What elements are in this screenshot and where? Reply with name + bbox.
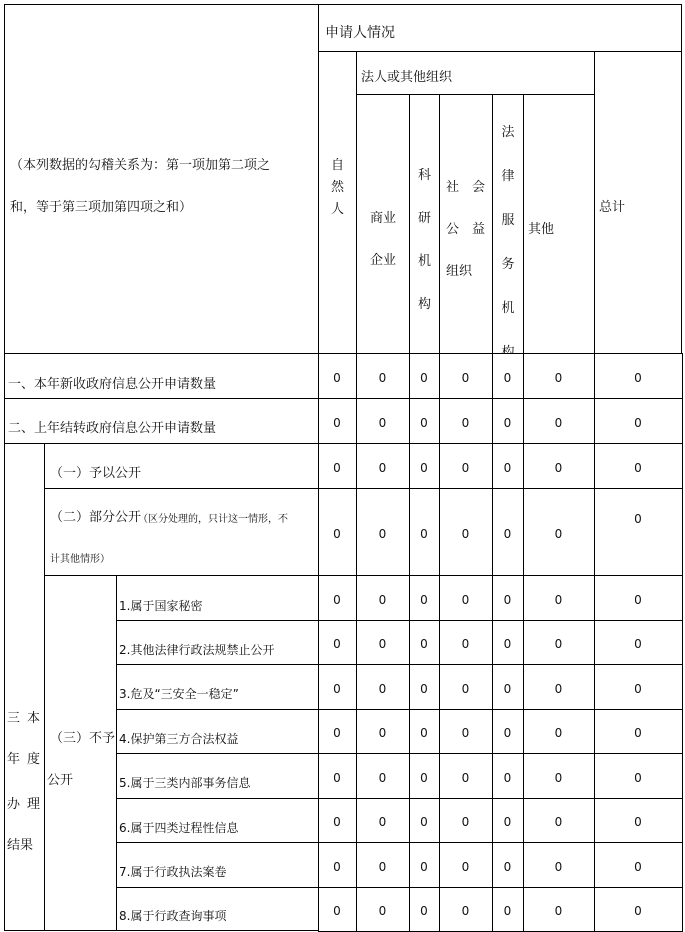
value-number: 0 [503,859,512,874]
value-number: 0 [503,460,512,475]
value-number: 0 [634,770,642,785]
value-cell [594,488,683,576]
value-number: 0 [378,815,387,829]
col-social-line1: 社 会 [446,180,486,195]
row10-label: 6.属于四类过程性信息 [119,821,239,835]
value-number: 0 [634,681,642,696]
value-number: 0 [461,637,470,651]
row6-label: 2.其他法律行政法规禁止公开 [119,643,275,657]
org-group-title: 法人或其他组织 [361,70,453,85]
col-business: 商业 企业 [369,211,396,268]
section3-char-c: 年 [7,752,21,767]
value-number: 0 [378,526,387,541]
value-number: 0 [378,904,387,918]
value-number: 0 [461,815,470,829]
value-number: 0 [333,859,341,874]
value-number: 0 [378,726,387,740]
value-number: 0 [461,592,470,607]
col-legal: 法 律 服 务 机 [501,125,515,316]
value-number: 0 [634,592,642,607]
value-number: 0 [554,526,563,541]
value-number: 0 [420,460,428,475]
sub3-label: （三）不予 [50,731,116,746]
header-note-line1: （本列数据的勾稽关系为：第一项加第二项之 [10,158,271,173]
section3-char-a: 三 [7,711,21,726]
value-number: 0 [420,592,428,607]
value-number: 0 [420,815,428,829]
value-number: 0 [420,526,428,541]
col-natural-person: 自 然 人 [330,158,344,217]
value-number: 0 [554,904,563,918]
value-number: 0 [554,592,563,607]
row8-label: 4.保护第三方合法权益 [119,732,239,746]
value-number: 0 [503,370,512,385]
header-note-cell [4,4,319,354]
sub3-label-cell [44,575,117,931]
value-number: 0 [420,415,428,430]
value-number: 0 [333,460,341,475]
value-number: 0 [461,460,470,475]
value-number: 0 [461,526,470,541]
applicant-title: 申请人情况 [325,25,395,41]
section3-char-b: 本 [27,711,41,726]
col-social-line2: 公 益 [446,222,486,237]
value-number: 0 [420,904,428,918]
value-number: 0 [634,415,642,430]
value-number: 0 [333,726,341,740]
row11-label: 7.属于行政执法案卷 [119,865,227,879]
value-number: 0 [378,370,387,385]
header-note-line2: 和，等于第三项加第四项之和） [10,200,193,215]
value-number: 0 [333,815,341,829]
value-number: 0 [503,726,512,740]
value-number: 0 [554,415,563,430]
row4-label-note-b: 计其他情形） [50,554,110,565]
value-number: 0 [378,637,387,651]
row3-label: （一）予以公开 [50,466,142,481]
section3-char-d: 度 [27,752,41,767]
value-number: 0 [461,859,470,874]
value-number: 0 [333,770,341,785]
value-number: 0 [634,637,642,651]
value-number: 0 [333,526,341,541]
sub3-label-b: 公开 [47,773,74,788]
value-number: 0 [378,681,387,696]
value-number: 0 [634,370,642,385]
value-number: 0 [420,681,428,696]
col-total: 总计 [599,200,626,215]
row2-label: 二、上年结转政府信息公开申请数量 [8,421,217,436]
value-number: 0 [554,637,563,651]
value-number: 0 [634,512,642,526]
row1-label: 一、本年新收政府信息公开申请数量 [8,377,217,392]
value-number: 0 [634,859,642,874]
value-number: 0 [461,770,470,785]
col-research: 科 研 机 构 [417,168,431,312]
value-number: 0 [420,637,428,651]
value-number: 0 [333,904,341,918]
section3-char-g: 结果 [7,838,34,853]
value-number: 0 [554,460,563,475]
col-social-line3: 组织 [446,264,473,279]
value-number: 0 [461,726,470,740]
value-number: 0 [333,370,341,385]
value-number: 0 [554,370,563,385]
value-number: 0 [503,770,512,785]
value-number: 0 [503,681,512,696]
row4-label: （二）部分公开 [50,510,142,525]
value-number: 0 [634,904,642,918]
value-number: 0 [503,637,512,651]
value-number: 0 [634,460,642,475]
value-number: 0 [420,370,428,385]
value-number: 0 [461,370,470,385]
value-number: 0 [503,592,512,607]
value-number: 0 [420,726,428,740]
value-number: 0 [333,637,341,651]
value-number: 0 [378,592,387,607]
section3-char-e: 办 [7,797,21,812]
value-number: 0 [378,859,387,874]
value-number: 0 [503,815,512,829]
value-number: 0 [554,681,563,696]
value-number: 0 [461,415,470,430]
value-number: 0 [503,415,512,430]
row9-label: 5.属于三类内部事务信息 [119,776,251,790]
value-number: 0 [378,460,387,475]
value-number: 0 [333,415,341,430]
value-number: 0 [378,770,387,785]
value-number: 0 [554,859,563,874]
value-number: 0 [634,815,642,829]
value-number: 0 [378,415,387,430]
value-number: 0 [503,904,512,918]
value-number: 0 [420,859,428,874]
value-number: 0 [461,904,470,918]
value-number: 0 [554,726,563,740]
row12-label: 8.属于行政查询事项 [119,909,227,923]
col-other: 其他 [528,222,555,237]
value-number: 0 [333,592,341,607]
value-number: 0 [461,681,470,696]
row7-label: 3.危及“三安全一稳定” [119,687,239,701]
section3-label-cell [4,443,45,931]
row5-label: 1.属于国家秘密 [119,599,203,613]
value-number: 0 [503,526,512,541]
value-number: 0 [333,681,341,696]
section3-char-f: 理 [27,797,41,812]
value-number: 0 [634,726,642,740]
value-number: 0 [420,770,428,785]
value-number: 0 [554,815,563,829]
value-number: 0 [554,770,563,785]
row4-label-note-a: （区分处理的，只计这一情形，不 [138,514,288,525]
